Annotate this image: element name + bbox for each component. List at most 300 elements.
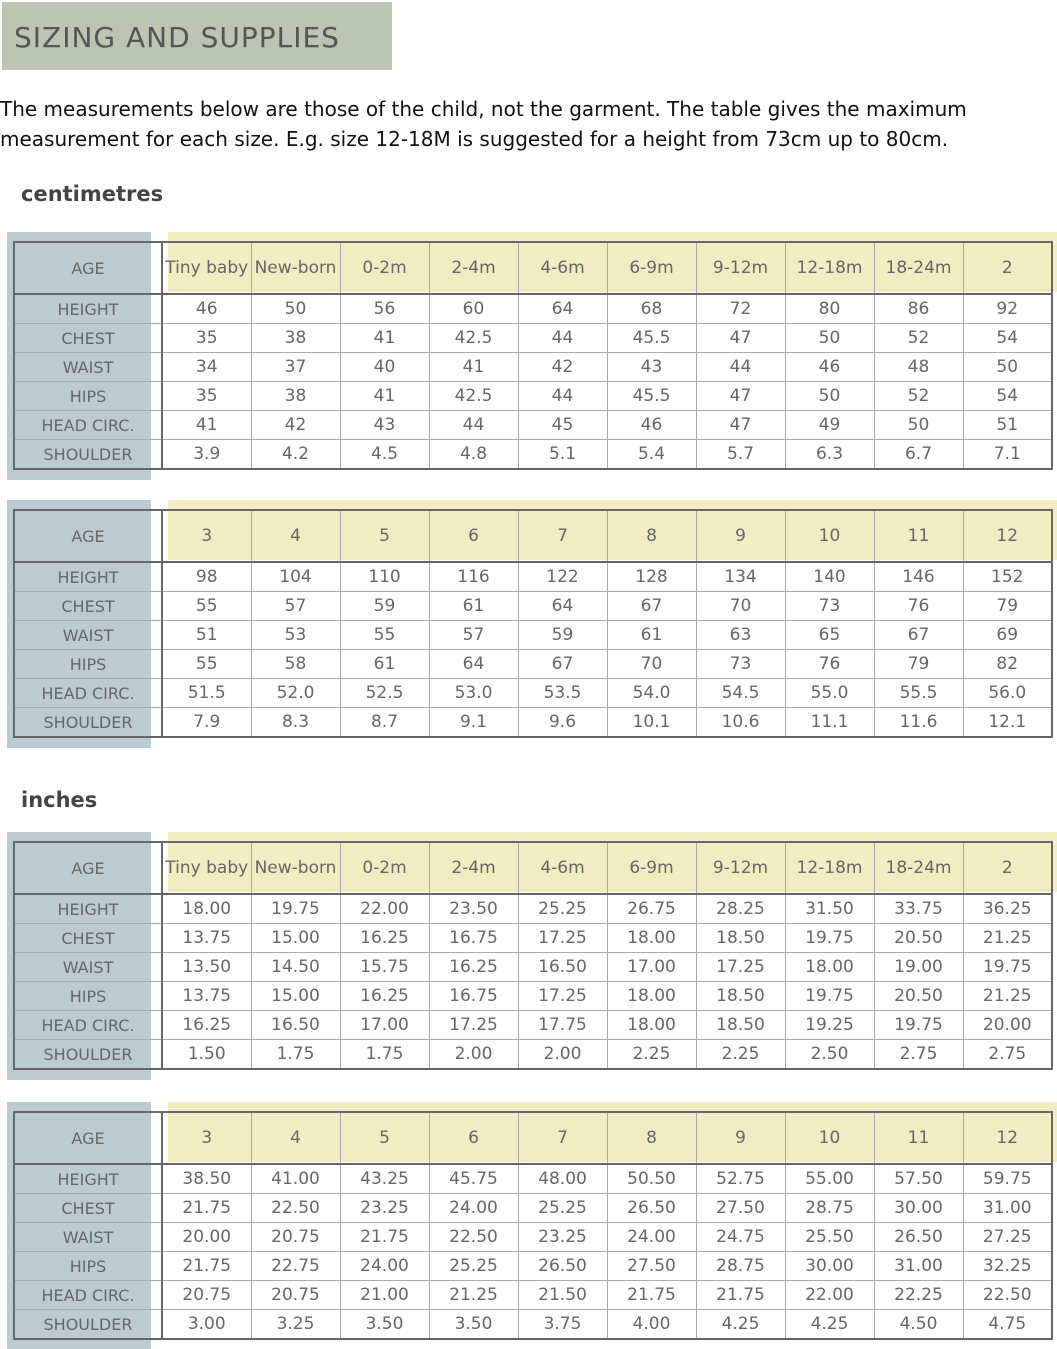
measurement-cell: 50 — [874, 411, 963, 440]
measurement-cell: 44 — [518, 382, 607, 411]
measurement-cell: 68 — [607, 294, 696, 324]
measurement-row — [14, 592, 1052, 621]
measurement-cell: 50 — [785, 382, 874, 411]
measurement-cell: 69 — [963, 621, 1052, 650]
size-header-cell: 12-18m — [785, 242, 874, 294]
measurement-cell: 55 — [162, 650, 251, 679]
measurement-cell: 17.25 — [429, 1011, 518, 1040]
age-header: AGE — [14, 510, 162, 562]
measurement-cell: 67 — [518, 650, 607, 679]
unit-label-inches: inches — [21, 788, 98, 812]
row-label: SHOULDER — [14, 440, 162, 470]
measurement-cell: 3.50 — [429, 1310, 518, 1340]
measurement-cell: 19.75 — [785, 982, 874, 1011]
measurement-cell: 51 — [963, 411, 1052, 440]
measurement-row — [14, 894, 1052, 924]
measurement-cell: 57.50 — [874, 1164, 963, 1194]
size-header-cell: New-born — [251, 842, 340, 894]
measurement-cell: 28.75 — [696, 1252, 785, 1281]
measurement-cell: 20.50 — [874, 982, 963, 1011]
size-header-cell: 6-9m — [607, 842, 696, 894]
measurement-cell: 21.75 — [696, 1281, 785, 1310]
size-header-cell: 9-12m — [696, 842, 785, 894]
measurement-cell: 45.5 — [607, 324, 696, 353]
size-header-cell: 4-6m — [518, 242, 607, 294]
size-header-cell: Tiny baby — [162, 842, 251, 894]
measurement-row — [14, 382, 1052, 411]
measurement-cell: 10.1 — [607, 708, 696, 738]
measurement-row — [14, 1281, 1052, 1310]
measurement-cell: 49 — [785, 411, 874, 440]
row-label: HEAD CIRC. — [14, 1281, 162, 1310]
size-header-row — [14, 1112, 1052, 1164]
measurement-cell: 53 — [251, 621, 340, 650]
measurement-cell: 134 — [696, 562, 785, 592]
size-header-row — [14, 842, 1052, 894]
measurement-cell: 46 — [162, 294, 251, 324]
measurement-cell: 3.25 — [251, 1310, 340, 1340]
measurement-cell: 4.8 — [429, 440, 518, 470]
measurement-row — [14, 708, 1052, 738]
measurement-row — [14, 411, 1052, 440]
measurement-cell: 30.00 — [785, 1252, 874, 1281]
measurement-cell: 42 — [251, 411, 340, 440]
measurement-cell: 2.75 — [874, 1040, 963, 1070]
measurement-cell: 80 — [785, 294, 874, 324]
measurement-cell: 86 — [874, 294, 963, 324]
row-label: HIPS — [14, 382, 162, 411]
measurement-cell: 61 — [340, 650, 429, 679]
measurement-cell: 22.75 — [251, 1252, 340, 1281]
measurement-cell: 76 — [785, 650, 874, 679]
measurement-cell: 19.00 — [874, 953, 963, 982]
size-header-cell: 6-9m — [607, 242, 696, 294]
measurement-cell: 41 — [162, 411, 251, 440]
measurement-row — [14, 440, 1052, 470]
measurement-cell: 22.00 — [340, 894, 429, 924]
measurement-cell: 52.0 — [251, 679, 340, 708]
measurement-cell: 21.75 — [162, 1252, 251, 1281]
measurement-cell: 6.3 — [785, 440, 874, 470]
measurement-cell: 4.25 — [696, 1310, 785, 1340]
size-header-cell: 12 — [963, 1112, 1052, 1164]
row-label: HIPS — [14, 1252, 162, 1281]
size-header-cell: 11 — [874, 1112, 963, 1164]
measurement-cell: 43 — [607, 353, 696, 382]
measurement-cell: 43.25 — [340, 1164, 429, 1194]
measurement-cell: 4.00 — [607, 1310, 696, 1340]
measurement-cell: 33.75 — [874, 894, 963, 924]
measurement-cell: 98 — [162, 562, 251, 592]
measurement-cell: 18.00 — [607, 1011, 696, 1040]
measurement-cell: 21.25 — [963, 924, 1052, 953]
measurement-cell: 45.75 — [429, 1164, 518, 1194]
size-table-in-1 — [7, 832, 1057, 1080]
measurement-cell: 22.50 — [429, 1223, 518, 1252]
size-header-cell: 6 — [429, 510, 518, 562]
size-header-cell: 4-6m — [518, 842, 607, 894]
measurement-row — [14, 324, 1052, 353]
measurement-row — [14, 1011, 1052, 1040]
measurement-cell: 26.50 — [874, 1223, 963, 1252]
measurement-cell: 27.50 — [607, 1252, 696, 1281]
measurement-cell: 79 — [963, 592, 1052, 621]
measurement-cell: 48 — [874, 353, 963, 382]
size-header-cell: 4 — [251, 510, 340, 562]
row-label: HEIGHT — [14, 562, 162, 592]
measurement-cell: 26.75 — [607, 894, 696, 924]
measurement-cell: 20.00 — [963, 1011, 1052, 1040]
row-label: CHEST — [14, 1194, 162, 1223]
unit-label-centimetres: centimetres — [21, 182, 164, 206]
measurement-cell: 146 — [874, 562, 963, 592]
size-header-cell: 12-18m — [785, 842, 874, 894]
measurement-cell: 26.50 — [607, 1194, 696, 1223]
measurement-table — [13, 841, 1053, 1070]
measurement-cell: 3.75 — [518, 1310, 607, 1340]
measurement-cell: 16.25 — [429, 953, 518, 982]
row-label: CHEST — [14, 592, 162, 621]
measurement-cell: 16.25 — [340, 924, 429, 953]
measurement-cell: 19.25 — [785, 1011, 874, 1040]
measurement-cell: 55.5 — [874, 679, 963, 708]
measurement-cell: 58 — [251, 650, 340, 679]
measurement-cell: 57 — [251, 592, 340, 621]
measurement-table — [13, 509, 1053, 738]
measurement-cell: 26.50 — [518, 1252, 607, 1281]
measurement-cell: 20.75 — [251, 1223, 340, 1252]
measurement-cell: 5.4 — [607, 440, 696, 470]
measurement-row — [14, 1252, 1052, 1281]
measurement-cell: 47 — [696, 324, 785, 353]
measurement-cell: 54 — [963, 324, 1052, 353]
size-header-cell: 11 — [874, 510, 963, 562]
size-header-cell: 0-2m — [340, 842, 429, 894]
measurement-cell: 16.50 — [518, 953, 607, 982]
measurement-cell: 70 — [607, 650, 696, 679]
measurement-cell: 27.50 — [696, 1194, 785, 1223]
size-header-cell: 7 — [518, 510, 607, 562]
measurement-cell: 59.75 — [963, 1164, 1052, 1194]
measurement-cell: 65 — [785, 621, 874, 650]
measurement-cell: 56 — [340, 294, 429, 324]
measurement-cell: 21.25 — [963, 982, 1052, 1011]
title-banner — [2, 2, 392, 70]
measurement-cell: 17.25 — [696, 953, 785, 982]
measurement-cell: 13.50 — [162, 953, 251, 982]
row-label: HEAD CIRC. — [14, 411, 162, 440]
measurement-cell: 19.75 — [874, 1011, 963, 1040]
measurement-cell: 10.6 — [696, 708, 785, 738]
measurement-row — [14, 562, 1052, 592]
measurement-cell: 60 — [429, 294, 518, 324]
measurement-cell: 1.50 — [162, 1040, 251, 1070]
measurement-row — [14, 679, 1052, 708]
measurement-cell: 52 — [874, 324, 963, 353]
age-header: AGE — [14, 242, 162, 294]
measurement-cell: 56.0 — [963, 679, 1052, 708]
measurement-cell: 18.00 — [607, 982, 696, 1011]
measurement-cell: 7.9 — [162, 708, 251, 738]
measurement-cell: 23.50 — [429, 894, 518, 924]
measurement-cell: 22.50 — [963, 1281, 1052, 1310]
measurement-cell: 22.25 — [874, 1281, 963, 1310]
measurement-row — [14, 953, 1052, 982]
measurement-cell: 79 — [874, 650, 963, 679]
measurement-cell: 19.75 — [251, 894, 340, 924]
measurement-row — [14, 1223, 1052, 1252]
measurement-cell: 25.25 — [518, 1194, 607, 1223]
measurement-cell: 15.75 — [340, 953, 429, 982]
size-header-cell: 9 — [696, 1112, 785, 1164]
size-header-cell: 9 — [696, 510, 785, 562]
measurement-cell: 53.0 — [429, 679, 518, 708]
measurement-cell: 22.00 — [785, 1281, 874, 1310]
measurement-cell: 36.25 — [963, 894, 1052, 924]
row-label: HEAD CIRC. — [14, 1011, 162, 1040]
measurement-cell: 21.75 — [162, 1194, 251, 1223]
measurement-cell: 64 — [518, 294, 607, 324]
measurement-cell: 28.25 — [696, 894, 785, 924]
size-header-cell: 9-12m — [696, 242, 785, 294]
measurement-cell: 51.5 — [162, 679, 251, 708]
size-header-cell: 4 — [251, 1112, 340, 1164]
size-header-cell: 2 — [963, 242, 1052, 294]
measurement-cell: 18.00 — [162, 894, 251, 924]
measurement-cell: 48.00 — [518, 1164, 607, 1194]
measurement-cell: 13.75 — [162, 924, 251, 953]
size-header-cell: 2-4m — [429, 842, 518, 894]
measurement-cell: 73 — [785, 592, 874, 621]
measurement-cell: 122 — [518, 562, 607, 592]
measurement-cell: 50.50 — [607, 1164, 696, 1194]
measurement-cell: 23.25 — [518, 1223, 607, 1252]
row-label: HEAD CIRC. — [14, 679, 162, 708]
measurement-cell: 37 — [251, 353, 340, 382]
measurement-cell: 70 — [696, 592, 785, 621]
size-header-cell: New-born — [251, 242, 340, 294]
measurement-cell: 52.75 — [696, 1164, 785, 1194]
measurement-cell: 4.75 — [963, 1310, 1052, 1340]
measurement-cell: 17.25 — [518, 924, 607, 953]
measurement-cell: 5.1 — [518, 440, 607, 470]
measurement-cell: 25.25 — [518, 894, 607, 924]
measurement-cell: 128 — [607, 562, 696, 592]
measurement-cell: 54 — [963, 382, 1052, 411]
size-header-cell: 10 — [785, 1112, 874, 1164]
measurement-cell: 73 — [696, 650, 785, 679]
row-label: WAIST — [14, 953, 162, 982]
measurement-cell: 50 — [251, 294, 340, 324]
measurement-cell: 21.75 — [340, 1223, 429, 1252]
measurement-cell: 55.00 — [785, 1164, 874, 1194]
measurement-cell: 61 — [607, 621, 696, 650]
measurement-cell: 52 — [874, 382, 963, 411]
measurement-cell: 8.7 — [340, 708, 429, 738]
measurement-row — [14, 1194, 1052, 1223]
measurement-cell: 45.5 — [607, 382, 696, 411]
measurement-cell: 38 — [251, 324, 340, 353]
measurement-cell: 67 — [607, 592, 696, 621]
measurement-cell: 23.25 — [340, 1194, 429, 1223]
measurement-cell: 9.6 — [518, 708, 607, 738]
size-header-cell: 5 — [340, 510, 429, 562]
measurement-cell: 4.25 — [785, 1310, 874, 1340]
measurement-cell: 11.6 — [874, 708, 963, 738]
measurement-cell: 14.50 — [251, 953, 340, 982]
row-label: WAIST — [14, 621, 162, 650]
measurement-cell: 72 — [696, 294, 785, 324]
row-label: HEIGHT — [14, 294, 162, 324]
measurement-cell: 24.00 — [607, 1223, 696, 1252]
size-header-cell: 3 — [162, 510, 251, 562]
size-header-cell: Tiny baby — [162, 242, 251, 294]
measurement-cell: 44 — [518, 324, 607, 353]
measurement-cell: 47 — [696, 382, 785, 411]
row-label: CHEST — [14, 324, 162, 353]
measurement-row — [14, 1164, 1052, 1194]
measurement-cell: 20.75 — [162, 1281, 251, 1310]
row-label: SHOULDER — [14, 708, 162, 738]
measurement-cell: 42 — [518, 353, 607, 382]
measurement-cell: 2.50 — [785, 1040, 874, 1070]
measurement-cell: 20.00 — [162, 1223, 251, 1252]
measurement-cell: 4.5 — [340, 440, 429, 470]
size-header-cell: 18-24m — [874, 242, 963, 294]
measurement-cell: 59 — [340, 592, 429, 621]
row-label: SHOULDER — [14, 1040, 162, 1070]
measurement-cell: 3.9 — [162, 440, 251, 470]
measurement-cell: 21.75 — [607, 1281, 696, 1310]
measurement-row — [14, 294, 1052, 324]
measurement-cell: 41 — [340, 382, 429, 411]
measurement-cell: 25.50 — [785, 1223, 874, 1252]
measurement-cell: 35 — [162, 382, 251, 411]
measurement-row — [14, 621, 1052, 650]
measurement-cell: 15.00 — [251, 982, 340, 1011]
size-header-cell: 0-2m — [340, 242, 429, 294]
measurement-cell: 92 — [963, 294, 1052, 324]
measurement-cell: 17.00 — [340, 1011, 429, 1040]
size-header-cell: 3 — [162, 1112, 251, 1164]
measurement-cell: 35 — [162, 324, 251, 353]
measurement-cell: 21.25 — [429, 1281, 518, 1310]
measurement-cell: 20.75 — [251, 1281, 340, 1310]
measurement-cell: 44 — [429, 411, 518, 440]
size-header-cell: 2-4m — [429, 242, 518, 294]
measurement-cell: 4.2 — [251, 440, 340, 470]
row-label: WAIST — [14, 353, 162, 382]
size-header-row — [14, 242, 1052, 294]
measurement-cell: 31.00 — [874, 1252, 963, 1281]
size-header-cell: 10 — [785, 510, 874, 562]
measurement-cell: 18.50 — [696, 1011, 785, 1040]
measurement-cell: 38.50 — [162, 1164, 251, 1194]
measurement-cell: 104 — [251, 562, 340, 592]
size-header-cell: 8 — [607, 510, 696, 562]
measurement-cell: 50 — [785, 324, 874, 353]
measurement-cell: 18.50 — [696, 924, 785, 953]
measurement-cell: 24.75 — [696, 1223, 785, 1252]
measurement-cell: 54.5 — [696, 679, 785, 708]
measurement-row — [14, 1310, 1052, 1340]
size-header-cell: 18-24m — [874, 842, 963, 894]
measurement-cell: 7.1 — [963, 440, 1052, 470]
measurement-cell: 2.00 — [429, 1040, 518, 1070]
measurement-cell: 18.00 — [607, 924, 696, 953]
measurement-cell: 18.00 — [785, 953, 874, 982]
measurement-row — [14, 650, 1052, 679]
measurement-cell: 57 — [429, 621, 518, 650]
measurement-cell: 1.75 — [251, 1040, 340, 1070]
measurement-cell: 42.5 — [429, 324, 518, 353]
measurement-cell: 24.00 — [340, 1252, 429, 1281]
measurement-cell: 19.75 — [785, 924, 874, 953]
measurement-cell: 5.7 — [696, 440, 785, 470]
measurement-cell: 16.75 — [429, 924, 518, 953]
measurement-cell: 16.50 — [251, 1011, 340, 1040]
measurement-cell: 67 — [874, 621, 963, 650]
measurement-cell: 19.75 — [963, 953, 1052, 982]
measurement-cell: 12.1 — [963, 708, 1052, 738]
measurement-cell: 4.50 — [874, 1310, 963, 1340]
measurement-cell: 6.7 — [874, 440, 963, 470]
measurement-cell: 61 — [429, 592, 518, 621]
measurement-row — [14, 924, 1052, 953]
measurement-cell: 76 — [874, 592, 963, 621]
age-header: AGE — [14, 1112, 162, 1164]
measurement-cell: 46 — [607, 411, 696, 440]
measurement-cell: 63 — [696, 621, 785, 650]
measurement-cell: 17.75 — [518, 1011, 607, 1040]
measurement-cell: 31.50 — [785, 894, 874, 924]
measurement-cell: 54.0 — [607, 679, 696, 708]
measurement-cell: 17.25 — [518, 982, 607, 1011]
measurement-row — [14, 1040, 1052, 1070]
size-header-cell: 12 — [963, 510, 1052, 562]
page-title: SIZING AND SUPPLIES — [14, 21, 340, 54]
row-label: HEIGHT — [14, 894, 162, 924]
measurement-cell: 25.25 — [429, 1252, 518, 1281]
measurement-row — [14, 353, 1052, 382]
measurement-cell: 2.75 — [963, 1040, 1052, 1070]
measurement-cell: 2.25 — [607, 1040, 696, 1070]
measurement-cell: 18.50 — [696, 982, 785, 1011]
measurement-cell: 27.25 — [963, 1223, 1052, 1252]
measurement-cell: 55 — [162, 592, 251, 621]
measurement-cell: 53.5 — [518, 679, 607, 708]
size-table-cm-2 — [7, 500, 1057, 748]
measurement-table — [13, 241, 1053, 470]
row-label: HIPS — [14, 982, 162, 1011]
measurement-cell: 50 — [963, 353, 1052, 382]
measurement-cell: 43 — [340, 411, 429, 440]
measurement-cell: 82 — [963, 650, 1052, 679]
measurement-cell: 110 — [340, 562, 429, 592]
measurement-cell: 41 — [340, 324, 429, 353]
measurement-cell: 20.50 — [874, 924, 963, 953]
measurement-cell: 30.00 — [874, 1194, 963, 1223]
measurement-cell: 16.25 — [162, 1011, 251, 1040]
age-header: AGE — [14, 842, 162, 894]
measurement-cell: 40 — [340, 353, 429, 382]
measurement-cell: 64 — [429, 650, 518, 679]
measurement-cell: 21.50 — [518, 1281, 607, 1310]
intro-text: The measurements below are those of the child, not the garment. The table gives the maximum measurement for each size. E.g. size 12-18M is suggested for a height from 73cm up to 80cm. — [0, 97, 967, 151]
measurement-cell: 16.75 — [429, 982, 518, 1011]
size-table-in-2 — [7, 1102, 1057, 1349]
measurement-cell: 1.75 — [340, 1040, 429, 1070]
